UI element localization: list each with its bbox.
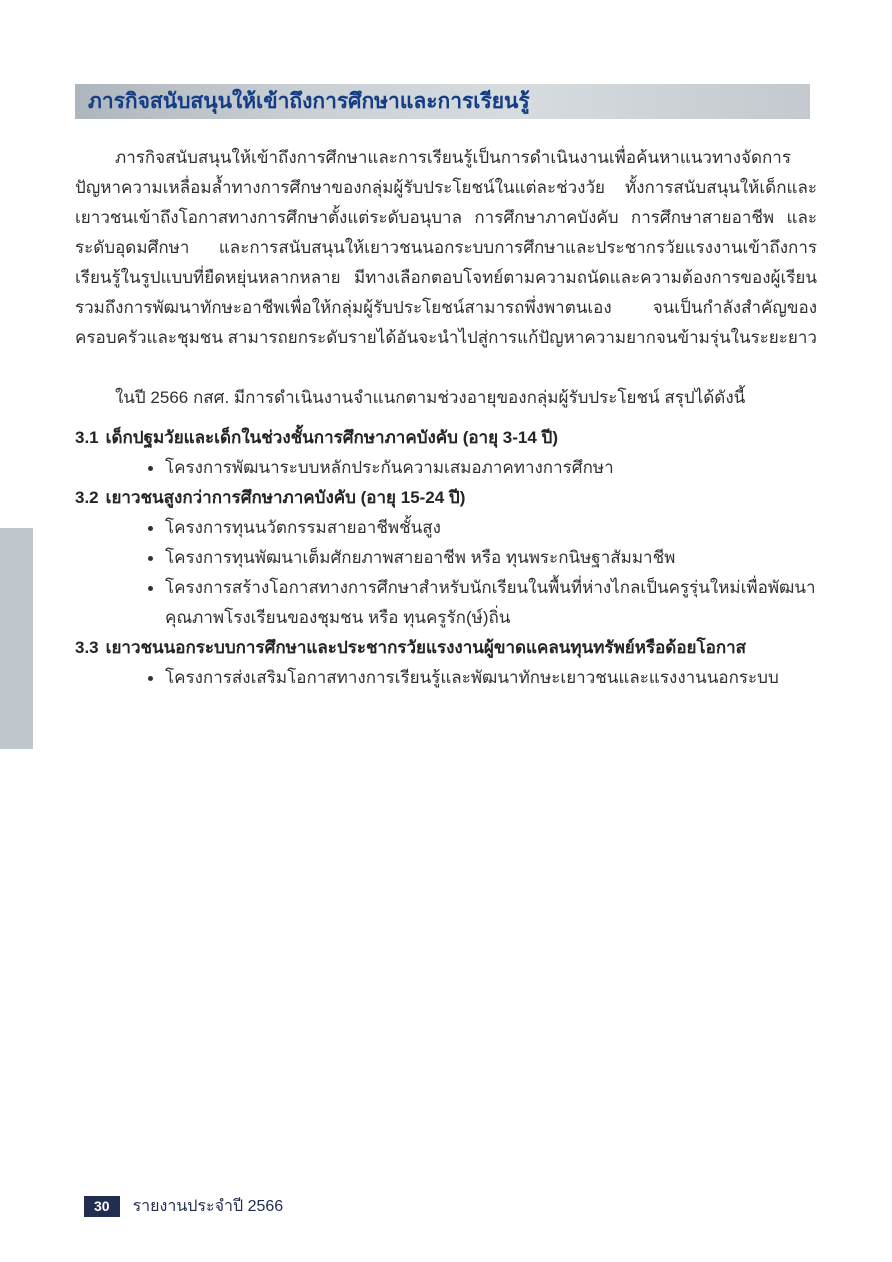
section-heading-3-1 — [75, 423, 817, 453]
bullet-item: โครงการพัฒนาระบบหลักประกันความเสมอภาคทางการศึกษา — [165, 453, 817, 483]
page-number-badge: 30 — [84, 1196, 120, 1218]
bullet-item: โครงการทุนพัฒนาเต็มศักยภาพสายอาชีพ หรือ ทุนพระกนิษฐาสัมมาชีพ — [165, 543, 817, 573]
section-3-3-bullets — [75, 663, 817, 693]
footer-report-title: รายงานประจำปี 2566 — [132, 1198, 284, 1215]
page-edge-tab — [0, 528, 33, 749]
section-number: 3.3 — [75, 638, 99, 657]
section-heading-3-2 — [75, 483, 817, 513]
section-3-1-bullets — [75, 453, 817, 483]
page-footer — [84, 1194, 283, 1219]
intro-paragraph: ภารกิจสนับสนุนให้เข้าถึงการศึกษาและการเรียนรู้เป็นการดำเนินงานเพื่อค้นหาแนวทางจัดการปัญหาความเหลื่อมล้ำทางการศึกษาของกลุ่มผู้รับประโยชน์ในแต่ละช่วงวัย ทั้งการสนับสนุนให้เด็กและเยาวชนเข้าถึงโอกาสทางการศึกษาตั้งแต่ระดับอนุบาล การศึกษาภาคบังคับ การศึกษาสายอาชีพ และระดับอุดมศึกษา และการสนับสนุนให้เยาวชนนอกระบบการศึกษาและประชากรวัยแรงงานเข้าถึงการเรียนรู้ในรูปแบบที่ยืดหยุ่นหลากหลาย มีทางเลือกตอบโจทย์ตามความถนัดและความต้องการของผู้เรียน รวมถึงการพัฒนาทักษะอาชีพเพื่อให้กลุ่มผู้รับประโยชน์สามารถพึ่งพาตนเอง จนเป็นกำลังสำคัญของครอบครัวและชุมชน สามารถยกระดับรายได้อันจะนำไปสู่การแก้ปัญหาความยากจนข้ามรุ่นในระยะยาว — [75, 148, 817, 347]
section-title: เด็กปฐมวัยและเด็กในช่วงชั้นการศึกษาภาคบังคับ (อายุ 3-14 ปี) — [105, 428, 558, 447]
bullet-item: โครงการทุนนวัตกรรมสายอาชีพชั้นสูง — [165, 513, 817, 543]
page-title: ภารกิจสนับสนุนให้เข้าถึงการศึกษาและการเรียนรู้ — [88, 90, 530, 113]
section-title: เยาวชนนอกระบบการศึกษาและประชากรวัยแรงงานผู้ขาดแคลนทุนทรัพย์หรือด้อยโอกาส — [105, 638, 747, 657]
section-heading-3-3 — [75, 633, 817, 663]
section-number: 3.2 — [75, 488, 99, 507]
section-number: 3.1 — [75, 428, 99, 447]
section-3-2-bullets — [75, 513, 817, 633]
section-header-bar — [75, 84, 810, 119]
section-title: เยาวชนสูงกว่าการศึกษาภาคบังคับ (อายุ 15-24 ปี) — [105, 488, 466, 507]
summary-paragraph: ในปี 2566 กสศ. มีการดำเนินงานจำแนกตามช่วงอายุของกลุ่มผู้รับประโยชน์ สรุปได้ดังนี้ — [115, 388, 746, 407]
page-content — [75, 0, 817, 693]
bullet-item: โครงการส่งเสริมโอกาสทางการเรียนรู้และพัฒนาทักษะเยาวชนและแรงงานนอกระบบ — [165, 663, 817, 693]
bullet-item: โครงการสร้างโอกาสทางการศึกษาสำหรับนักเรียนในพื้นที่ห่างไกลเป็นครูรุ่นใหม่เพื่อพัฒนาคุณภาพโรงเรียนของชุมชน หรือ ทุนครูรัก(ษ์)ถิ่น — [165, 573, 817, 633]
